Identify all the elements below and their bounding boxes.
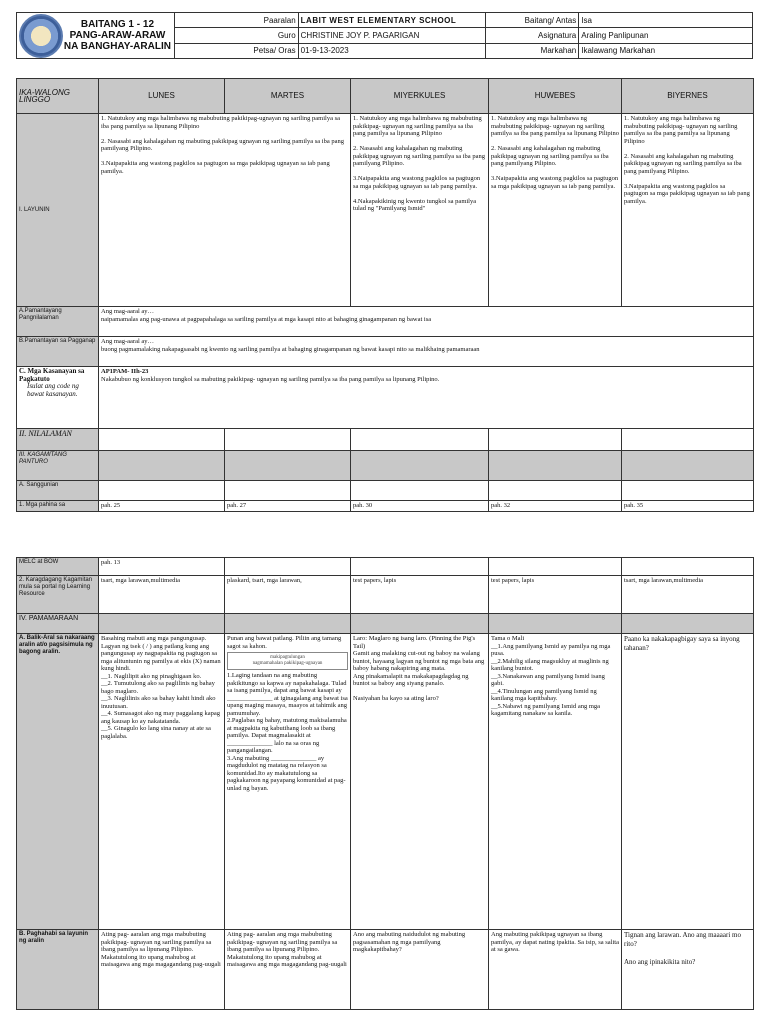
empty-cell	[622, 429, 754, 451]
balik-aral-label: A. Balik-Aral sa nakaraang aralin at/o pagsisimula ng bagong aralin.	[17, 634, 99, 930]
empty-cell	[225, 481, 351, 501]
day-header: HUWEBES	[489, 79, 622, 114]
empty-cell	[225, 558, 351, 576]
karagdagang-label: 2. Karagdagang Kagamitan mula sa portal ng Learning Resource	[17, 576, 99, 614]
karagdagang-value: test papers, lapis	[489, 576, 622, 614]
word-choice-line: nagmamahalan pakikipag-ugnayan	[252, 661, 323, 666]
kasanayan-hint: Isulat ang code ng bawat kasanayan.	[27, 382, 79, 398]
layunin-label: I. LAYUNIN	[17, 114, 99, 307]
layunin-biyernes: 1. Natutukoy ang mga halimbawa ng mabubuting pakikipag- ugnayan ng sariling pamilya sa iba pang pamilya sa lipunang Pilipino 2. Nasasabi ang kahalagahan ng mabuting pakikipag ugnayan ng sariling pamilya sa iba pang pamilyang Pilipino. 3.Naipapakita ang wastong pagkilos sa pagtugon sa mga pakikipag ugnayan sa iab pang pamilya.	[622, 114, 754, 307]
empty-cell	[622, 614, 754, 634]
paghahabi-label: B. Paghahabi sa layunin ng aralin	[17, 930, 99, 1010]
date-value: 01-9-13-2023	[298, 43, 486, 58]
kagamitan-label: III. KAGAMITANG PANTURO	[17, 451, 99, 481]
balik-aral-miyerkules: Laro: Maglaro ng isang laro. (Pinning the Pig's Tail) Gamit ang malaking cut-out ng baboy na walang buntot, hayaang lagyan ng buntot ng mga bata ang baboy habang nakapiring ang mata. Ang pinakamalapit na makakapagdagdag ng buntot sa baboy ang siyang panalo. Nasiyahan ba kayo sa ating laro?	[351, 634, 489, 930]
paghahabi-miyerkules: Ano ang mabuting naidudulot ng mabuting pagsasamahan ng mga pamilyang magkakapitbahay?	[351, 930, 489, 1010]
kasanayan-cell	[99, 367, 754, 429]
paghahabi-biyernes: Tignan ang larawan. Ano ang maaaari mo rito? Ano ang ipinakikita nito?	[622, 930, 754, 1010]
empty-cell	[225, 429, 351, 451]
pamamaraan-label: IV. PAMAMARAAN	[17, 614, 99, 634]
pahina-guro-label: 1. Mga pahina sa	[17, 501, 99, 512]
lesson-plan-table-1	[16, 78, 754, 512]
date-label: Petsa/ Oras	[174, 43, 298, 58]
empty-cell	[622, 481, 754, 501]
pahina-value: pah. 25	[99, 501, 225, 512]
day-header: LUNES	[99, 79, 225, 114]
empty-cell	[351, 429, 489, 451]
empty-cell	[99, 481, 225, 501]
empty-cell	[489, 451, 622, 481]
layunin-huwebes: 1. Natutukoy ang mga halimbawa ng mabubuting pakikipag- ugnayan ng sariling pamilya sa iba pang pamilya sa lipunang Pilipino 2. Nasasabi ang kahalagahan ng mabuting pakikipag ugnayan ng sariling pamilya sa iba pang pamilyang Pilipino. 3.Naipapakita ang wastong pagkilos sa pagtugon sa mga pakikipag ugnayan sa iab pang pamilya.	[489, 114, 622, 307]
pahina-value: pah. 32	[489, 501, 622, 512]
karagdagang-value: test papers, lapis	[351, 576, 489, 614]
layunin-miyerkules: 1. Natutukoy ang mga halimbawa ng mabubuting pakikipag- ugnayan ng sariling pamilya sa iba pang pamilya sa lipunang Pilipino 2. Nasasabi ang kahalagahan ng mabuting pakikipag ugnayan ng sariling pamilya sa iba pang pamilyang Pilipino. 3.Naipapakita ang wastong pagkilos sa pagtugon sa mga pakikipag ugnayan sa iab pang pamilya. 4.Nakapakikinig ng kwento tungkol sa pamilya tulad ng "Pamilyang Ismid"	[351, 114, 489, 307]
grade-label: Baitang/ Antas	[486, 13, 579, 28]
melc-label: MELC at BOW	[17, 558, 99, 576]
empty-cell	[99, 451, 225, 481]
pamantayan-sa-pagganap-text: Ang mag-aaral ay… buong pagmamalaking nakapagsasabi ng kwento ng sariling pamilya at bahaging ginagampanan ng bawat kasapi nito sa malikhaing pamamaraan	[99, 337, 754, 367]
quarter-label: Markahan	[486, 43, 579, 58]
day-header: MIYERKULES	[351, 79, 489, 114]
plan-title-line: NA BANGHAY-ARALIN	[63, 41, 171, 52]
plan-title	[17, 13, 175, 59]
pamantayang-pangnilalaman-text: Ang mag-aaral ay… naipamamalas ang pag-unawa at pagpapahalaga sa sariling pamilya at mga kasapi nito at bahaging ginagampanan ng bawat isa	[99, 307, 754, 337]
empty-cell	[99, 429, 225, 451]
empty-cell	[622, 451, 754, 481]
empty-cell	[351, 614, 489, 634]
empty-cell	[225, 614, 351, 634]
empty-cell	[99, 614, 225, 634]
balik-aral-lunes: Basahing mabuti ang mga pangungusap. Lagyan ng tsek ( / ) ang patlang kung ang pangungusap ay nagpapakita ng pagtugon sa mga alituntunin ng pamilya at ekis (X) naman kung hindi. __1. Naglilipit ako ng pinaghigaan ko. __2. Tumutulong ako sa paglilinis ng bahay bago maglaro. __3. Naglilinis ako sa bahay kahit hindi ako inuutusan. __4. Sumasagot ako ng may paggalang kapag ang kausap ko ay nakatatanda. __5. Ginagulo ko lang sina nanay at ate sa paglalaba.	[99, 634, 225, 930]
melc-value: pah. 13	[99, 558, 225, 576]
teacher-value: CHRISTINE JOY P. PAGARIGAN	[298, 28, 486, 43]
week-label: IKA-WALONG LINGGO	[17, 79, 99, 114]
quarter-value: Ikalawang Markahan	[579, 43, 753, 58]
word-choice-box	[227, 652, 348, 670]
empty-cell	[489, 558, 622, 576]
day-header: MARTES	[225, 79, 351, 114]
empty-cell	[489, 429, 622, 451]
balik-aral-martes-intro: Punan ang bawat patlang. Piliin ang tamang sagot sa kahon.	[227, 635, 342, 650]
paghahabi-martes: Ating pag- aaralan ang mga mabubuting pakikipag- ugnayan ng sariling pamilya sa ibang pamilya sa lipunang Pilipino. Makatutulong ito upang mahubog at maisagawa ang mga magagandang pag-uugali	[225, 930, 351, 1010]
balik-aral-martes	[225, 634, 351, 930]
day-header: BIYERNES	[622, 79, 754, 114]
plan-title-line: PANG-ARAW-ARAW	[69, 30, 166, 41]
pahina-value: pah. 35	[622, 501, 754, 512]
empty-cell	[351, 481, 489, 501]
kasanayan-label-cell	[17, 367, 99, 429]
header-table	[16, 12, 753, 59]
kasanayan-label: C. Mga Kasanayan sa Pagkatuto	[19, 367, 85, 383]
empty-cell	[351, 451, 489, 481]
layunin-lunes-martes: 1. Natutukoy ang mga halimbawa ng mabubuting pakikipag-ugnayan ng sariling pamilya sa iba pang pamilya sa lipunang Pilipino 2. Nasasabi ang kahalagahan ng mabuting pakikipag ugnayan ng sariling pamilya sa iba pang pamilyang Pilipino. 3.Naipapakita ang wastong pagkilos sa pagtugon sa mga pakikipag ugnayan sa iab pang pamilya.	[99, 114, 351, 307]
teacher-label: Guro	[174, 28, 298, 43]
word-choice-line: makipagtulungan	[270, 655, 305, 660]
balik-aral-huwebes: Tama o Mali __1.Ang pamilyang Ismid ay pamilya ng mga pusa. __2.Mahilig silang magsukluy at maglinis ng kanilang buntot. __3.Nanakawan ang pamilyang Ismid isang gabi. __4.Tinulungan ang pamilyang Ismid ng kanilang mga kapitbahay. __5.Nabawi ng pamilyang Ismid ang mga kagamitang nanakaw sa kanila.	[489, 634, 622, 930]
empty-cell	[351, 558, 489, 576]
subject-label: Asignatura	[486, 28, 579, 43]
pahina-value: pah. 27	[225, 501, 351, 512]
karagdagang-value: plaskard, tsart, mga larawan,	[225, 576, 351, 614]
empty-cell	[622, 558, 754, 576]
empty-cell	[489, 614, 622, 634]
paghahabi-huwebes: Ang mabuting pakikipag ugnayan sa ibang pamilya, ay dapat nating ipakita. Sa isip, sa salita at sa gawa.	[489, 930, 622, 1010]
kasanayan-code: AP1PAM- IIh-23	[101, 368, 149, 375]
school-label: Paaralan	[174, 13, 298, 28]
paghahabi-lunes: Ating pag- aaralan ang mga mabubuting pakikipag- ugnayan ng sariling pamilya sa ibang pamilya sa lipunang Pilipino. Makatutulong ito upang mahubog at maisagawa ang mga magagandang pag-uugali	[99, 930, 225, 1010]
karagdagang-value: tsart, mga larawan,multimedia	[99, 576, 225, 614]
nilalaman-label: II. NILALAMAN	[17, 429, 99, 451]
balik-aral-biyernes: Paano ka nakakapagbigay saya sa inyong tahanan?	[622, 634, 754, 930]
karagdagang-value: tsart, mga larawan,multimedia	[622, 576, 754, 614]
lesson-plan-table-2	[16, 557, 754, 1010]
school-value: LABIT WEST ELEMENTARY SCHOOL	[298, 13, 486, 28]
pamantayan-sa-pagganap-label: B.Pamantayan sa Pagganap	[17, 337, 99, 367]
kasanayan-text: Nakabubuo ng konklusyon tungkol sa mabuting pakikipag- ugnayan ng sariling pamilya sa iba pang pamilya sa lipunang Pilipino.	[101, 375, 440, 383]
balik-aral-martes-items: 1.Laging tandaan na ang mabuting pakikitungo sa kapwa ay napakahalaga. Tulad sa isang pamilya, dapat ang bawat kasapi ay ______________ at iginagalang ang bawat isa upang maging masaya, maayos at tahimik ang pamumuhay. 2.Paglabas ng bahay, matutong makisalamuha at magpakita ng kabutihang loob sa ibang pamilya. Dapat magmalasakit at ______________ lalo na sa oras ng pangangailangan. 3.Ang mabuting ______________ ay magdudulot ng matatag na relasyon sa komunidad.Ito ay makatutulong sa pagkakaroon ng payapang komunidad at pag-unlad ng bayan.	[227, 672, 348, 792]
pamantayang-pangnilalaman-label: A.Pamantayang Pangnilalaman	[17, 307, 99, 337]
empty-cell	[489, 481, 622, 501]
pahina-value: pah. 30	[351, 501, 489, 512]
sanggunian-label: A. Sanggunian	[17, 481, 99, 501]
subject-value: Araling Panlipunan	[579, 28, 753, 43]
empty-cell	[225, 451, 351, 481]
plan-title-line: BAITANG 1 - 12	[80, 19, 155, 30]
grade-value: Isa	[579, 13, 753, 28]
